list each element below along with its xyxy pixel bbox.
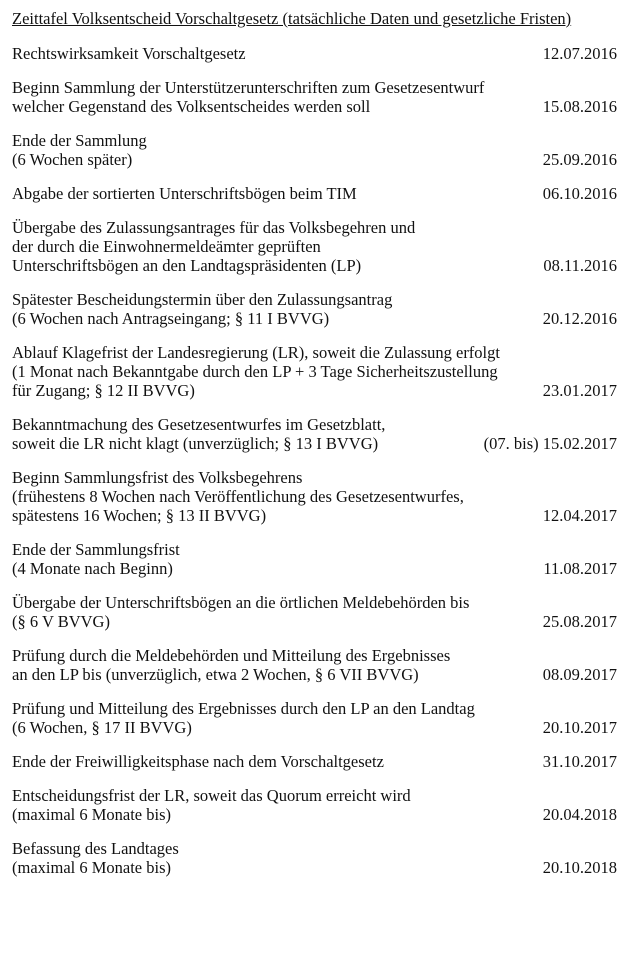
timeline-entry: [12, 752, 617, 771]
entry-date: 20.10.2018: [542, 858, 617, 877]
timeline-entry: [12, 343, 617, 400]
entry-date: 20.12.2016: [542, 309, 617, 328]
entry-date: 31.10.2017: [542, 752, 617, 771]
entry-description: Übergabe der Unterschriftsbögen an die örtlichen Meldebehörden bis (§ 6 V BVVG): [12, 593, 470, 631]
timeline-list: [12, 44, 617, 877]
document-title: Zeittafel Volksentscheid Vorschaltgesetz (tatsächliche Daten und gesetzliche Fristen): [12, 9, 572, 28]
timeline-entry: [12, 593, 617, 631]
entry-date: 23.01.2017: [542, 381, 617, 400]
timeline-entry: [12, 468, 617, 525]
entry-description: Ende der Sammlungsfrist (4 Monate nach Beginn): [12, 540, 180, 578]
entry-description: Spätester Bescheidungstermin über den Zulassungsantrag (6 Wochen nach Antragseingang; § 11 I BVVG): [12, 290, 393, 328]
entry-date: 20.04.2018: [542, 805, 617, 824]
entry-description: Entscheidungsfrist der LR, soweit das Quorum erreicht wird (maximal 6 Monate bis): [12, 786, 411, 824]
timeline-entry: [12, 646, 617, 684]
entry-description: Übergabe des Zulassungsantrages für das Volksbegehren und der durch die Einwohnermeldeämter geprüften Unterschriftsbögen an den Landtagspräsidenten (LP): [12, 218, 416, 275]
entry-date: 08.11.2016: [543, 256, 617, 275]
timeline-entry: [12, 44, 617, 63]
entry-date: 12.04.2017: [542, 506, 617, 525]
entry-description: Prüfung durch die Meldebehörden und Mitteilung des Ergebnisses an den LP bis (unverzüglich, etwa 2 Wochen, § 6 VII BVVG): [12, 646, 451, 684]
entry-date: 20.10.2017: [542, 718, 617, 737]
entry-date: 15.08.2016: [542, 97, 617, 116]
entry-description: Abgabe der sortierten Unterschriftsbögen beim TIM: [12, 184, 357, 203]
entry-description: Ende der Freiwilligkeitsphase nach dem Vorschaltgesetz: [12, 752, 384, 771]
entry-description: Befassung des Landtages (maximal 6 Monate bis): [12, 839, 179, 877]
entry-date: 08.09.2017: [542, 665, 617, 684]
entry-date: (07. bis) 15.02.2017: [483, 434, 617, 453]
entry-date: 06.10.2016: [542, 184, 617, 203]
timeline-entry: [12, 184, 617, 203]
entry-date: 25.09.2016: [542, 150, 617, 169]
entry-description: Rechtswirksamkeit Vorschaltgesetz: [12, 44, 246, 63]
timeline-entry: [12, 699, 617, 737]
timeline-entry: [12, 839, 617, 877]
timeline-entry: [12, 78, 617, 116]
timeline-entry: [12, 131, 617, 169]
entry-description: Ende der Sammlung (6 Wochen später): [12, 131, 147, 169]
entry-description: Ablauf Klagefrist der Landesregierung (LR), soweit die Zulassung erfolgt (1 Monat nach Bekanntgabe durch den LP + 3 Tage Sicherheitszustellung für Zugang; § 12 II BVVG): [12, 343, 500, 400]
timeline-entry: [12, 415, 617, 453]
entry-description: Prüfung und Mitteilung des Ergebnisses durch den LP an den Landtag (6 Wochen, § 17 II BVVG): [12, 699, 475, 737]
entry-description: Beginn Sammlung der Unterstützerunterschriften zum Gesetzesentwurf welcher Gegenstand des Volksentscheides werden soll: [12, 78, 485, 116]
entry-date: 12.07.2016: [542, 44, 617, 63]
timeline-entry: [12, 540, 617, 578]
timeline-entry: [12, 218, 617, 275]
timeline-entry: [12, 290, 617, 328]
entry-date: 25.08.2017: [542, 612, 617, 631]
timeline-entry: [12, 786, 617, 824]
entry-date: 11.08.2017: [543, 559, 617, 578]
entry-description: Bekanntmachung des Gesetzesentwurfes im Gesetzblatt, soweit die LR nicht klagt (unverzüglich; § 13 I BVVG): [12, 415, 386, 453]
entry-description: Beginn Sammlungsfrist des Volksbegehrens (frühestens 8 Wochen nach Veröffentlichung des Gesetzesentwurfes, spätestens 16 Wochen; § 13 II BVVG): [12, 468, 464, 525]
